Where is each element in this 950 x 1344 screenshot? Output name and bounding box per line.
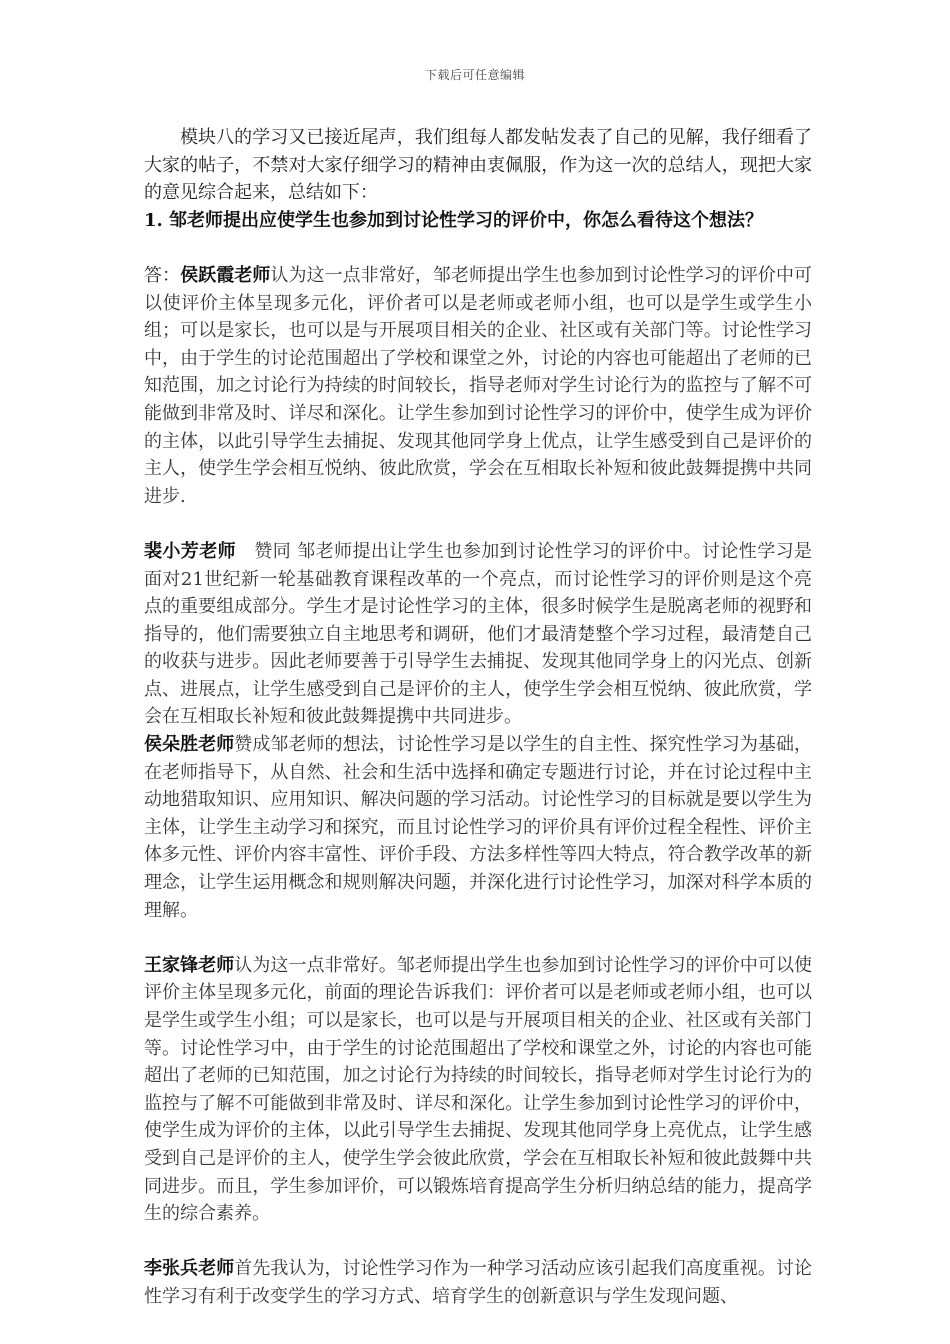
spacer (144, 510, 812, 538)
page-header-caption: 下载后可任意编辑 (424, 68, 525, 82)
teacher-name: 侯跃霞老师 (180, 264, 271, 286)
teacher-name: 裴小芳老师 (144, 540, 236, 562)
answer-text: 赞同 邹老师提出让学生也参加到讨论性学习的评价中。讨论性学习是面对21世纪新一轮基础教育课程改革的一个亮点，而讨论性学习的评价则是这个亮点的重要组成部分。学生才是讨论性学习的主体，很多时候学生是脱离老师的视野和指导的，他们需要独立自主地思考和调研，他们才最清楚整个学习过程，最清楚自己的收获与进步。因此老师要善于引导学生去捕捉、发现其他同学身上的闪光点、创新点、进展点，让学生感受到自己是评价的主人，使学生学会相互悦纳、彼此欣赏，学会在互相取长补短和彼此鼓舞提携中共同进步。 (144, 540, 813, 728)
answer-paragraph-3 (144, 731, 812, 924)
intro-paragraph: 模块八的学习又已接近尾声，我们组每人都发帖发表了自己的见解，我仔细看了大家的帖子，不禁对大家仔细学习的精神由衷佩服，作为这一次的总结人，现把大家的意见综合起来，总结如下： (144, 127, 812, 204)
answer-paragraph-5 (144, 1255, 812, 1310)
spacer (144, 924, 812, 952)
teacher-name: 王家锋老师 (144, 954, 235, 976)
answer-text: 认为这一点非常好，邹老师提出学生也参加到讨论性学习的评价中可以使评价主体呈现多元化，评价者可以是老师或老师小组，也可以是学生或学生小组；可以是家长，也可以是与开展项目相关的企业、社区或有关部门等。讨论性学习中，由于学生的讨论范围超出了学校和课堂之外，讨论的内容也可能超出了老师的已知范围，加之讨论行为持续的时间较长，指导老师对学生讨论行为的监控与了解不可能做到非常及时、详尽和深化。让学生参加到讨论性学习的评价中，使学生成为评价的主体，以此引导学生去捕捉、发现其他同学身上优点，让学生感受到自己是评价的主人，使学生学会相互悦纳、彼此欣赏，学会在互相取长补短和彼此鼓舞提携中共同进步. (144, 264, 813, 507)
answer-paragraph-1 (144, 262, 812, 510)
answer-prefix: 答： (144, 264, 181, 286)
answer-text: 首先我认为，讨论性学习作为一种学习活动应该引起我们高度重视。讨论性学习有利于改变学生的学习方式、培育学生的创新意识与学生发现问题、 (144, 1258, 813, 1307)
teacher-name: 侯朵胜老师 (144, 734, 235, 756)
spacer (144, 234, 812, 262)
answer-paragraph-2 (144, 538, 812, 731)
question-heading: 1. 邹老师提出应使学生也参加到讨论性学习的评价中，你怎么看待这个想法？ (144, 209, 764, 231)
answer-text: 赞成邹老师的想法，讨论性学习是以学生的自主性、探究性学习为基础，在老师指导下，从自然、社会和生活中选择和确定专题进行讨论，并在讨论过程中主动地猎取知识、应用知识、解决问题的学习活动。讨论性学习的目标就是要以学生为主体，让学生主动学习和探究，而且讨论性学习的评价具有评价过程全程性、评价主体多元性、评价内容丰富性、评价手段、方法多样性等四大特点，符合教学改革的新理念，让学生运用概念和规则解决问题，并深化进行讨论性学习，加深对科学本质的理解。 (144, 734, 813, 921)
answer-text: 认为这一点非常好。邹老师提出学生也参加到讨论性学习的评价中可以使评价主体呈现多元化，前面的理论告诉我们：评价者可以是老师或老师小组，也可以是学生或学生小组；可以是家长，也可以是与开展项目相关的企业、社区或有关部门等。讨论性学习中，由于学生的讨论范围超出了学校和课堂之外，讨论的内容也可能超出了老师的已知范围，加之讨论行为持续的时间较长，指导老师对学生讨论行为的监控与了解不可能做到非常及时、详尽和深化。让学生参加到讨论性学习的评价中，使学生成为评价的主体，以此引导学生去捕捉、发现其他同学身上亮优点，让学生感受到自己是评价的主人，使学生学会彼此欣赏，学会在互相取长补短和彼此鼓舞中共同进步。而且，学生参加评价，可以锻炼培育提高学生分析归纳总结的能力，提高学生的综合素养。 (144, 954, 813, 1225)
spacer (144, 1228, 812, 1256)
answer-paragraph-4 (144, 952, 812, 1228)
document-body (144, 124, 812, 1311)
teacher-name: 李张兵老师 (144, 1258, 235, 1280)
